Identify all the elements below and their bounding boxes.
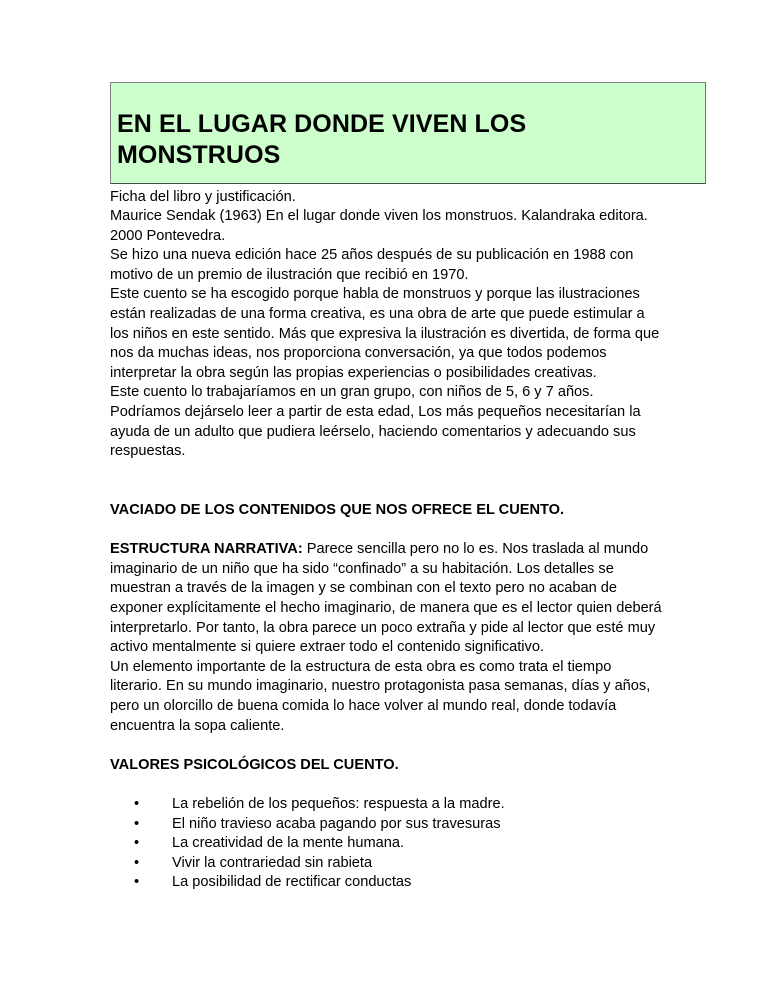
list-item [134, 795, 666, 815]
section-heading-vaciado: VACIADO DE LOS CONTENIDOS QUE NOS OFRECE EL CUENTO. [110, 502, 565, 518]
intro-line-referencia: Maurice Sendak (1963) En el lugar donde viven los monstruos. Kalandraka editora. 2000 Pontevedra. [110, 208, 648, 244]
list-item [134, 834, 666, 854]
intro-line-justificacion: Este cuento se ha escogido porque habla de monstruos y porque las ilustraciones están realizadas de una forma creativa, es una obra de arte que puede estimular a los niños en este sentido. Más que expresiva la ilustración es divertida, de forma que nos da muchas ideas, nos proporciona conversación, ya que todos podemos interpretar la obra según las propias experiencias o posibilidades creativas. [110, 286, 660, 381]
bullet-icon: • [134, 874, 140, 891]
list-item [134, 815, 666, 835]
valores-bullet-list [110, 795, 666, 893]
bullet-icon: • [134, 835, 140, 852]
section-estructura-paragraph-2: Un elemento importante de la estructura de esta obra es como trata el tiempo literario. En su mundo imaginario, nuestro protagonista pasa semanas, días y años, pero un olorcillo de buena comida lo hace volver al mundo real, donde todavía encuentra la sopa caliente. [110, 658, 651, 734]
list-item-label: La posibilidad de rectificar conductas [172, 874, 412, 891]
list-item-label: La creatividad de la mente humana. [172, 835, 405, 852]
list-item [134, 873, 666, 893]
spacer [110, 736, 666, 756]
spacer [110, 481, 666, 501]
page-title: EN EL LUGAR DONDE VIVEN LOS MONSTRUOS [117, 110, 527, 169]
bullet-icon: • [134, 854, 140, 871]
lead-in-estructura-narrativa: ESTRUCTURA NARRATIVA: [110, 541, 303, 558]
list-item [134, 854, 666, 874]
bullet-icon: • [134, 815, 140, 832]
list-item-label: La rebelión de los pequeños: respuesta a la madre. [172, 795, 505, 812]
intro-line-aplicacion: Este cuento lo trabajaríamos en un gran grupo, con niños de 5, 6 y 7 años. Podríamos dejárselo leer a partir de esta edad, Los más pequeños necesitarían la ayuda de un adulto que pudiera leérselo, haciendo comentarios y adecuando sus respuestas. [110, 384, 641, 460]
list-item-label: Vivir la contrariedad sin rabieta [172, 854, 373, 871]
section-estructura-body-1: Parece sencilla pero no lo es. Nos traslada al mundo imaginario de un niño que ha sido “confinado” a su habitación. Los detalles se muestran a través de la imagen y se combinan con el texto pero no acaban de exponer explícitamente el hecho imaginario, de manera que es el lector quien deberá interpretarlo. Por tanto, la obra parece un poco extraña y pide al lector que esté muy activo mentalmente si quiere extraer todo el contenido significativo. [110, 541, 662, 656]
bullet-icon: • [134, 795, 140, 812]
intro-line-ficha: Ficha del libro y justificación. [110, 188, 296, 205]
title-banner [110, 82, 706, 184]
spacer [110, 462, 666, 482]
section-heading-valores: VALORES PSICOLÓGICOS DEL CUENTO. [110, 756, 399, 773]
list-item-label: El niño travieso acaba pagando por sus travesuras [172, 815, 501, 832]
intro-section [110, 188, 666, 893]
spacer [110, 521, 666, 541]
section-estructura-paragraph-1 [110, 540, 666, 658]
spacer [110, 775, 666, 795]
intro-line-edicion: Se hizo una nueva edición hace 25 años después de su publicación en 1988 con motivo de un premio de ilustración que recibió en 1970. [110, 247, 634, 283]
